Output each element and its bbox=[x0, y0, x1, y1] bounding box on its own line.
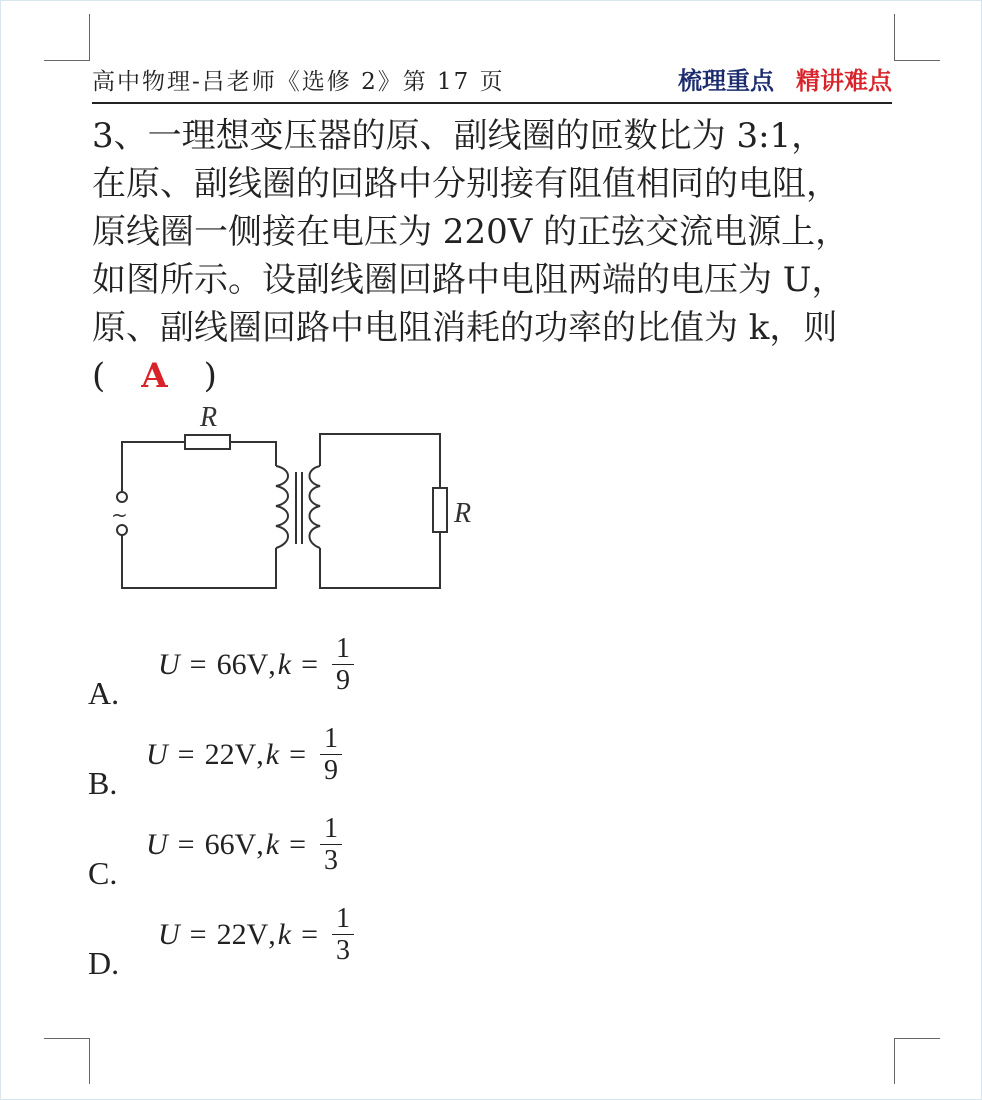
crop-mark-top-left-h bbox=[44, 60, 90, 61]
k-fraction: $\frac{1}{3}$ bbox=[332, 904, 354, 967]
k-fraction: $\frac{1}{9}$ bbox=[332, 634, 354, 697]
question-text bbox=[92, 112, 902, 352]
u-symbol: U bbox=[158, 648, 180, 681]
answer-letter: A bbox=[141, 356, 168, 396]
question-line: 在原、副线圈的回路中分别接有阻值相同的电阻， bbox=[92, 164, 840, 204]
u-value: 22V bbox=[216, 918, 269, 951]
k-fraction: $\frac{1}{3}$ bbox=[320, 814, 342, 877]
question-line: 原、副线圈回路中电阻消耗的功率的比值为 k，则 bbox=[92, 308, 838, 348]
option-letter: A. bbox=[88, 675, 120, 711]
source-terminal-top bbox=[117, 492, 127, 502]
ac-source-icon: ~ bbox=[111, 503, 128, 527]
crop-mark-bottom-right-v bbox=[894, 1038, 895, 1084]
option-b bbox=[88, 722, 448, 802]
crop-mark-bottom-left-v bbox=[89, 1038, 90, 1084]
k-symbol: k bbox=[265, 738, 280, 771]
option-letter: B. bbox=[88, 765, 118, 801]
header-tags bbox=[678, 61, 892, 96]
k-symbol: k bbox=[265, 828, 280, 861]
u-symbol: U bbox=[146, 738, 168, 771]
u-symbol: U bbox=[146, 828, 168, 861]
answer-bracket bbox=[92, 354, 217, 398]
option-expression: U = 66V , k = $\frac{1}{9}$ bbox=[158, 632, 354, 698]
transformer-circuit-diagram bbox=[100, 398, 500, 598]
primary-resistor-label: R bbox=[200, 402, 218, 433]
primary-coil bbox=[276, 466, 288, 548]
secondary-resistor bbox=[433, 488, 447, 532]
option-d bbox=[88, 902, 448, 982]
option-letter: C. bbox=[88, 855, 118, 891]
header-tag-key-points: 梳理重点 bbox=[678, 66, 774, 95]
option-expression: U = 66V , k = $\frac{1}{3}$ bbox=[146, 812, 342, 878]
k-fraction: $\frac{1}{9}$ bbox=[320, 724, 342, 787]
page-header bbox=[92, 66, 892, 104]
u-symbol: U bbox=[158, 918, 180, 951]
crop-mark-top-right-v bbox=[894, 14, 895, 60]
answer-open-paren: ( bbox=[92, 356, 106, 396]
k-symbol: k bbox=[277, 648, 292, 681]
secondary-coil bbox=[310, 466, 321, 548]
primary-resistor bbox=[185, 435, 230, 449]
option-expression: U = 22V , k = $\frac{1}{9}$ bbox=[146, 722, 342, 788]
crop-mark-bottom-right-h bbox=[894, 1038, 940, 1039]
crop-mark-bottom-left-h bbox=[44, 1038, 90, 1039]
header-title: 高中物理-吕老师《选修 2》第 17 页 bbox=[92, 69, 505, 95]
secondary-resistor-label: R bbox=[454, 498, 472, 529]
question-line: 原线圈一侧接在电压为 220V 的正弦交流电源上， bbox=[92, 212, 850, 252]
crop-mark-top-right-h bbox=[894, 60, 940, 61]
answer-close-paren: ) bbox=[203, 356, 217, 396]
question-line: 3、一理想变压器的原、副线圈的匝数比为 3:1， bbox=[92, 116, 826, 156]
option-a bbox=[88, 632, 448, 712]
u-value: 22V bbox=[204, 738, 257, 771]
k-symbol: k bbox=[277, 918, 292, 951]
circuit-wires bbox=[122, 434, 440, 588]
question-line: 如图所示。设副线圈回路中电阻两端的电压为 U， bbox=[92, 260, 846, 300]
u-value: 66V bbox=[204, 828, 257, 861]
option-letter: D. bbox=[88, 945, 120, 981]
option-expression: U = 22V , k = $\frac{1}{3}$ bbox=[158, 902, 354, 968]
u-value: 66V bbox=[216, 648, 269, 681]
header-tag-difficulties: 精讲难点 bbox=[796, 66, 892, 95]
option-c bbox=[88, 812, 448, 892]
crop-mark-top-left-v bbox=[89, 14, 90, 60]
